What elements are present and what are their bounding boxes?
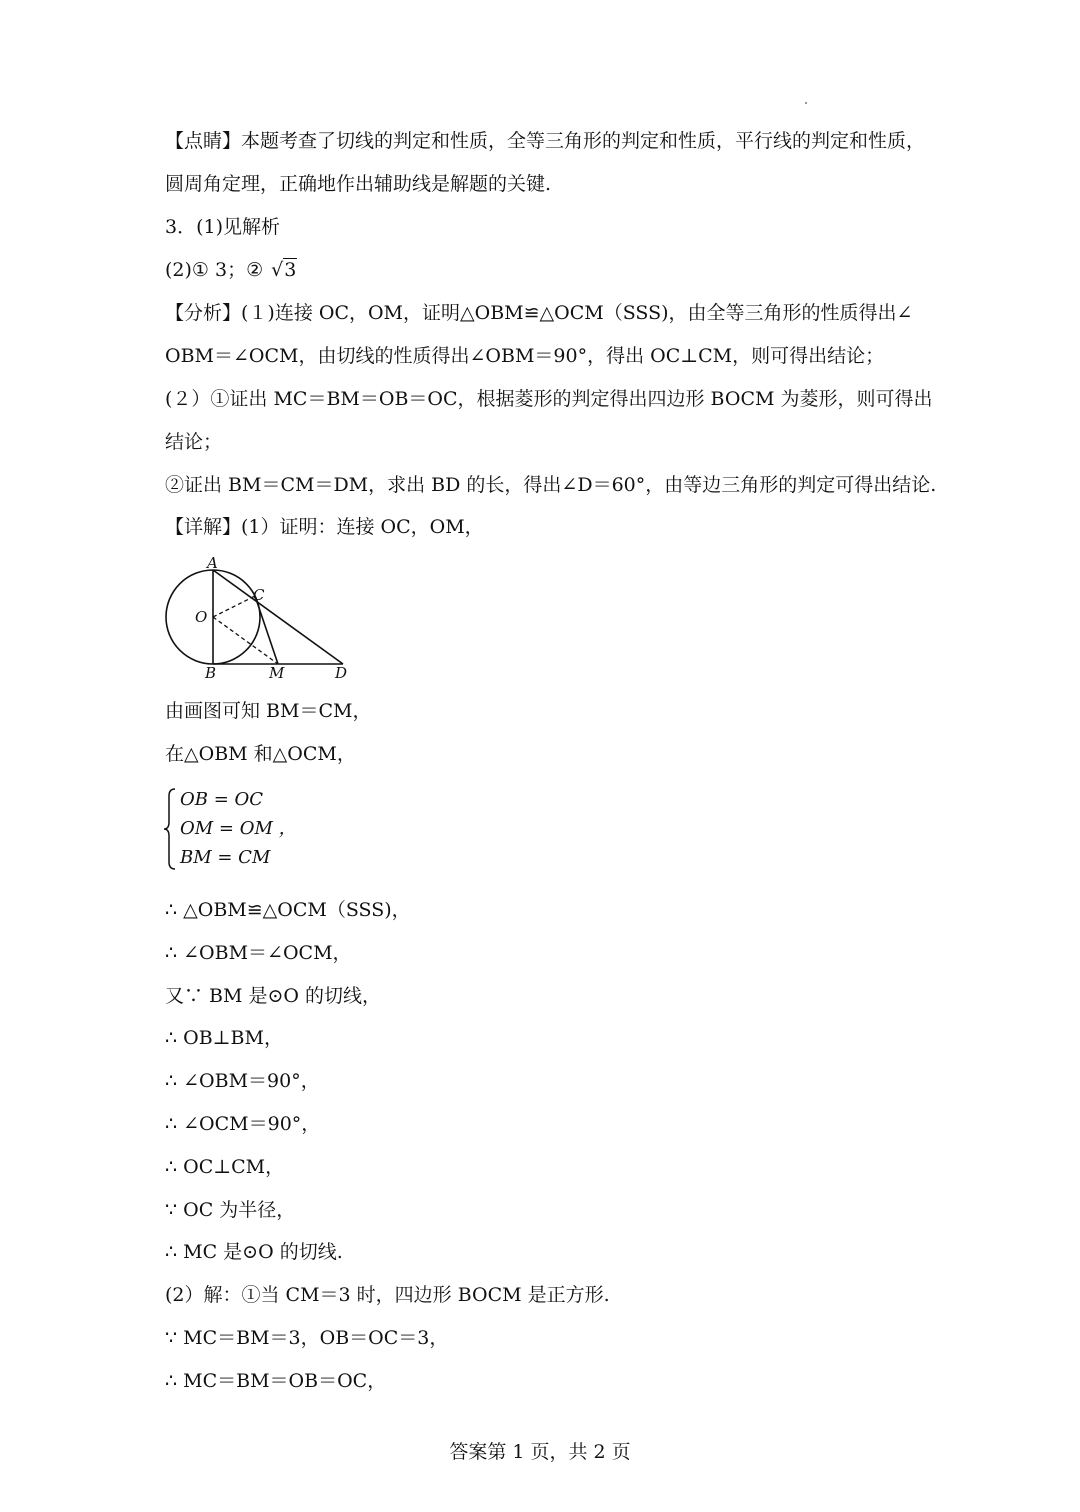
geometry-figure bbox=[155, 552, 355, 682]
fenxi-line-3: (２）①证出 MC＝BM＝OB＝OC，根据菱形的判定得出四边形 BOCM 为菱形，则可得出 bbox=[165, 388, 933, 410]
q3-title: 3．(1)见解析 bbox=[165, 216, 281, 238]
label-o: O bbox=[195, 608, 208, 626]
sqrt-radicand: 3 bbox=[284, 259, 297, 281]
proof-line-11: ∴ MC 是⊙O 的切线. bbox=[165, 1241, 343, 1263]
proof-line-14: ∴ MC＝BM＝OB＝OC， bbox=[165, 1370, 387, 1392]
dianjing-line-2: 圆周角定理，正确地作出辅助线是解题的关键. bbox=[165, 173, 552, 195]
system-eq-3: BM = CM bbox=[180, 847, 271, 868]
system-brace bbox=[163, 788, 177, 870]
scan-speck bbox=[805, 102, 807, 104]
proof-line-5: 又∵ BM 是⊙O 的切线， bbox=[165, 985, 382, 1007]
proof-line-8: ∴ ∠OCM＝90°， bbox=[165, 1113, 321, 1135]
system-eq-2: OM = OM ， bbox=[180, 818, 297, 839]
label-m: M bbox=[269, 664, 285, 682]
fenxi-line-2: OBM＝∠OCM，由切线的性质得出∠OBM＝90°，得出 OC⊥CM，则可得出结论； bbox=[165, 345, 885, 367]
segment-ad bbox=[213, 570, 343, 664]
sqrt-symbol: √3 bbox=[271, 259, 297, 281]
fenxi-line-4: 结论； bbox=[165, 431, 223, 453]
proof-line-9: ∴ OC⊥CM， bbox=[165, 1156, 285, 1178]
fenxi-line-1: 【分析】(１)连接 OC，OM，证明△OBM≌△OCM（SSS)，由全等三角形的性质得出∠ bbox=[165, 302, 913, 324]
label-a: A bbox=[207, 554, 218, 572]
proof-line-10: ∵ OC 为半径， bbox=[165, 1199, 296, 1221]
page-footer: 答案第 1 页，共 2 页 bbox=[449, 1441, 631, 1463]
label-c: C bbox=[253, 586, 265, 604]
system-eq-1: OB = OC bbox=[180, 789, 264, 810]
dianjing-line-1: 【点睛】本题考查了切线的判定和性质，全等三角形的判定和性质，平行线的判定和性质， bbox=[165, 130, 926, 152]
proof-line-2: 在△OBM 和△OCM， bbox=[165, 743, 356, 765]
xiangjie-line-1: 【详解】(1）证明：连接 OC，OM， bbox=[165, 516, 484, 538]
label-b: B bbox=[205, 664, 217, 682]
proof-line-12: (2）解：①当 CM＝3 时，四边形 BOCM 是正方形. bbox=[165, 1284, 610, 1306]
proof-line-3: ∴ △OBM≌△OCM（SSS)， bbox=[165, 899, 411, 921]
proof-line-6: ∴ OB⊥BM， bbox=[165, 1027, 283, 1049]
proof-line-7: ∴ ∠OBM＝90°， bbox=[165, 1070, 320, 1092]
segment-om-dashed bbox=[213, 617, 278, 664]
q3-answer-2 bbox=[165, 257, 297, 283]
proof-line-13: ∵ MC＝BM＝3，OB＝OC＝3， bbox=[165, 1327, 449, 1349]
q3-answer-2-prefix: (2)① 3；② bbox=[165, 259, 270, 281]
segment-oc-dashed bbox=[213, 596, 255, 617]
proof-line-1: 由画图可知 BM＝CM， bbox=[165, 700, 372, 722]
proof-line-4: ∴ ∠OBM＝∠OCM， bbox=[165, 942, 352, 964]
fenxi-line-5: ②证出 BM＝CM＝DM，求出 BD 的长，得出∠D＝60°，由等边三角形的判定可得出结论. bbox=[165, 474, 937, 496]
label-d: D bbox=[335, 664, 348, 682]
